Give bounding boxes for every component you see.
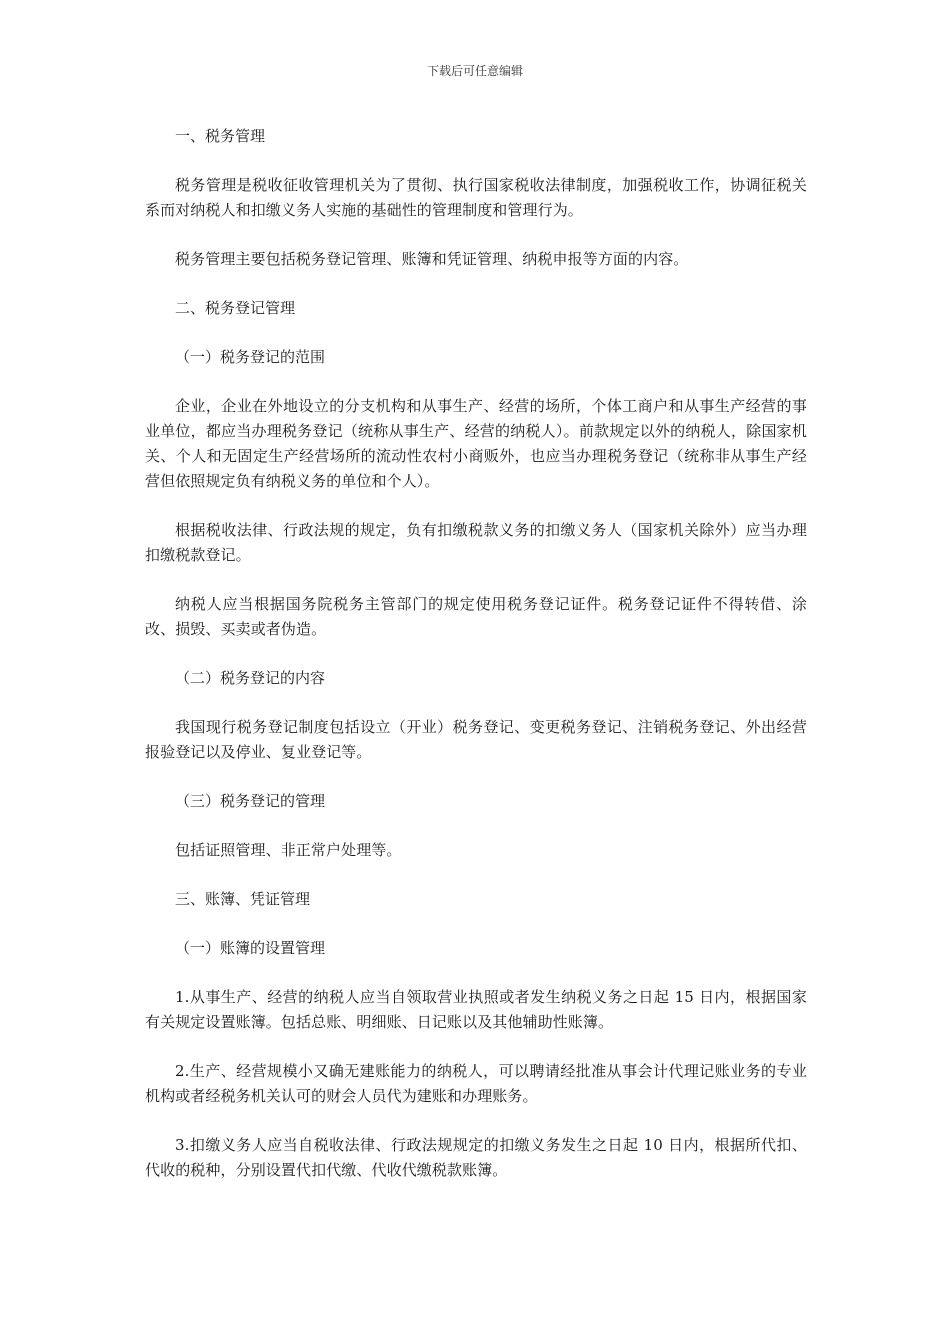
subsection-heading: （三）税务登记的管理 <box>175 792 326 810</box>
paragraph: 包括证照管理、非正常户处理等。 <box>175 841 402 859</box>
subsection-heading: （一）税务登记的范围 <box>175 348 326 366</box>
paragraph: 2.生产、经营规模小又确无建账能力的纳税人，可以聘请经批准从事会计代理记账业务的专业机构或者经税务机关认可的财会人员代为建账和办理账务。 <box>145 1062 807 1105</box>
paragraph: 根据税收法律、行政法规的规定，负有扣缴税款义务的扣缴义务人（国家机关除外）应当办理扣缴税款登记。 <box>145 521 807 564</box>
page-header: 下载后可任意编辑 <box>426 64 523 78</box>
document-body <box>145 124 807 1207</box>
paragraph: 税务管理主要包括税务登记管理、账簿和凭证管理、纳税申报等方面的内容。 <box>175 250 689 268</box>
paragraph: 3.扣缴义务人应当自税收法律、行政法规规定的扣缴义务发生之日起 10 日内，根据所代扣、代收的税种，分别设置代扣代缴、代收代缴税款账簿。 <box>145 1136 807 1179</box>
paragraph: 我国现行税务登记制度包括设立（开业）税务登记、变更税务登记、注销税务登记、外出经营报验登记以及停业、复业登记等。 <box>145 718 807 761</box>
paragraph: 企业，企业在外地设立的分支机构和从事生产、经营的场所，个体工商户和从事生产经营的事业单位，都应当办理税务登记（统称从事生产、经营的纳税人）。前款规定以外的纳税人，除国家机关、个人和无固定生产经营场所的流动性农村小商贩外，也应当办理税务登记（统称非从事生产经营但依照规定负有纳税义务的单位和个人）。 <box>145 397 807 490</box>
paragraph: 税务管理是税收征收管理机关为了贯彻、执行国家税收法律制度，加强税收工作，协调征税关系而对纳税人和扣缴义务人实施的基础性的管理制度和管理行为。 <box>145 176 807 219</box>
subsection-heading: （一）账簿的设置管理 <box>175 939 326 957</box>
subsection-heading: （二）税务登记的内容 <box>175 669 326 687</box>
paragraph: 1.从事生产、经营的纳税人应当自领取营业执照或者发生纳税义务之日起 15 日内，根据国家有关规定设置账簿。包括总账、明细账、日记账以及其他辅助性账簿。 <box>145 988 807 1031</box>
paragraph: 纳税人应当根据国务院税务主管部门的规定使用税务登记证件。税务登记证件不得转借、涂改、损毁、买卖或者伪造。 <box>145 595 807 638</box>
section-heading-tax-management: 一、税务管理 <box>175 127 266 145</box>
section-heading-books-vouchers: 三、账簿、凭证管理 <box>175 890 311 908</box>
section-heading-registration: 二、税务登记管理 <box>175 299 296 317</box>
